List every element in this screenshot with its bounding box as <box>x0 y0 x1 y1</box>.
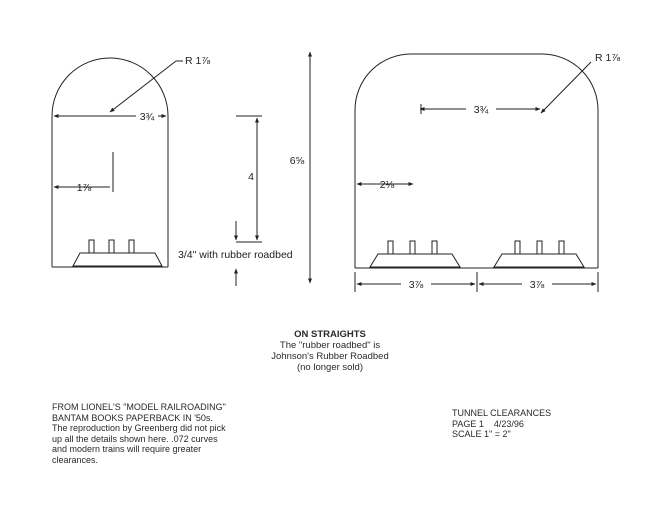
source-note-line-6: clearances. <box>52 454 99 465</box>
label-width-right: 3¾ <box>473 104 489 116</box>
left-rail-1 <box>89 240 94 253</box>
label-offset-right: 2⅛ <box>379 179 395 191</box>
right-rail-6 <box>559 241 564 254</box>
source-note-line-2: BANTAM BOOKS PAPERBACK IN '50s. <box>52 412 213 423</box>
right-rail-3 <box>432 241 437 254</box>
right-rail-1 <box>388 241 393 254</box>
label-roadbed-note: 3/4" with rubber roadbed <box>178 249 293 261</box>
source-note-line-5: and modern trains will require greater <box>52 444 202 454</box>
right-rail-2 <box>410 241 415 254</box>
title-block-line-3: SCALE 1" = 2" <box>452 429 511 439</box>
center-note-line-1: The "rubber roadbed" is <box>279 340 381 351</box>
right-rail-4 <box>515 241 520 254</box>
label-track-right: 3⅞ <box>529 279 545 291</box>
left-tunnel-outline <box>52 58 168 267</box>
center-note <box>255 329 405 373</box>
center-note-heading: ON STRAIGHTS <box>294 329 366 340</box>
right-roadbed-1 <box>370 254 460 267</box>
title-block-line-1: TUNNEL CLEARANCES <box>452 408 552 418</box>
label-total-height: 6⅝ <box>289 155 305 167</box>
title-block-line-2: PAGE 1 4/23/96 <box>452 418 524 429</box>
left-roadbed <box>73 253 162 266</box>
label-track-left: 3⅞ <box>408 279 424 291</box>
source-note <box>52 402 226 465</box>
center-note-line-3: (no longer sold) <box>296 362 363 373</box>
source-note-line-3: The reproduction by Greenberg did not pick <box>52 423 226 433</box>
title-block <box>452 408 551 440</box>
label-width-left: 3¾ <box>139 111 155 123</box>
right-radius-dim <box>541 62 591 113</box>
label-halfwidth-left: 1⅞ <box>76 182 92 194</box>
left-rail-3 <box>129 240 134 253</box>
source-note-line-4: up all the details shown here. .072 curves <box>52 433 218 444</box>
right-rail-5 <box>537 241 542 254</box>
right-roadbed-2 <box>494 254 584 267</box>
source-note-line-1: FROM LIONEL'S "MODEL RAILROADING" <box>52 402 226 412</box>
left-rail-2 <box>109 240 114 253</box>
label-radius-right: R 1⅞ <box>595 52 621 64</box>
label-height-4: 4 <box>248 171 254 183</box>
right-tunnel-outline <box>355 54 598 268</box>
label-radius-left: R 1⅞ <box>185 55 211 67</box>
center-note-line-2: Johnson's Rubber Roadbed <box>271 351 389 362</box>
